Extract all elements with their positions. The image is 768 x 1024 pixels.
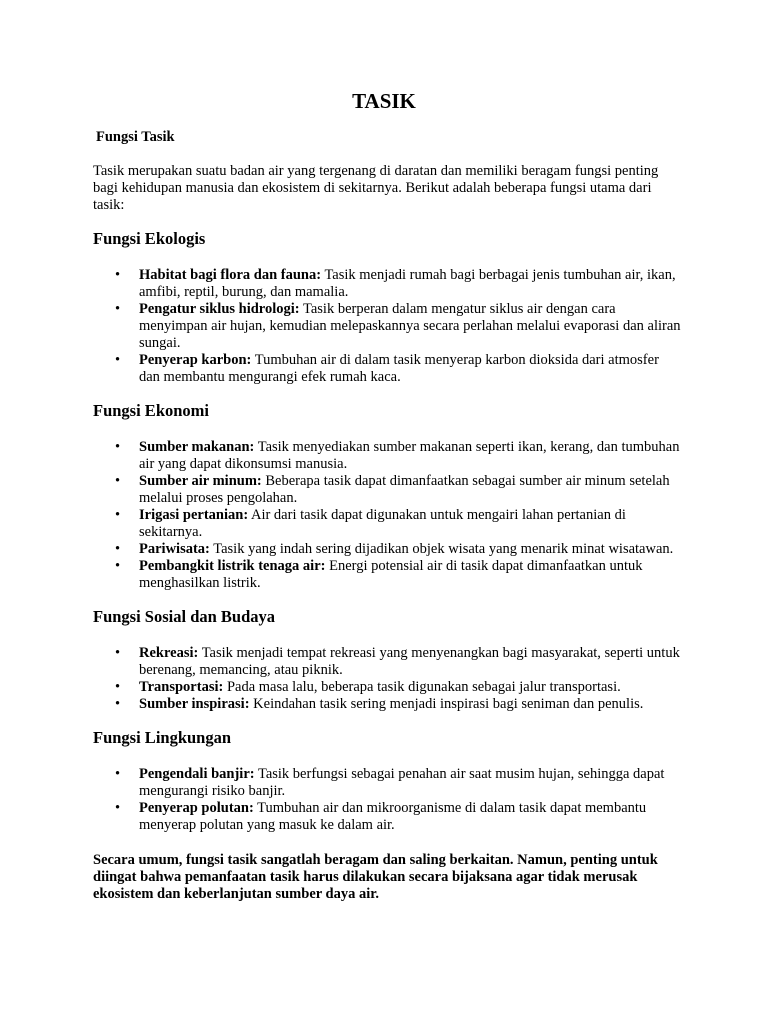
section-lingkungan bbox=[93, 728, 683, 834]
item-text: Tasik menjadi rumah bagi berbagai jenis tumbuhan air, ikan, amfibi, reptil, burung, dan mamalia. bbox=[139, 267, 676, 300]
item-term: Habitat bagi flora dan fauna: bbox=[139, 267, 322, 283]
page-title: TASIK bbox=[352, 89, 416, 113]
item-text: Pada masa lalu, beberapa tasik digunakan sebagai jalur transportasi. bbox=[223, 679, 621, 695]
bullet-icon: • bbox=[115, 679, 121, 695]
item-text: Tasik berfungsi sebagai penahan air saat musim hujan, sehingga dapat mengurangi risiko banjir. bbox=[139, 766, 665, 799]
conclusion-paragraph: Secara umum, fungsi tasik sangatlah beragam dan saling berkaitan. Namun, penting untuk diingat bahwa pemanfaatan tasik harus dilakukan secara bijaksana agar tidak merusak ekosistem dan keberlanjutan sumber daya air. bbox=[93, 852, 658, 902]
section-ekonomi bbox=[93, 401, 683, 592]
item-term: Rekreasi: bbox=[139, 645, 199, 661]
list-item bbox=[93, 267, 683, 301]
item-text: Tasik berperan dalam mengatur siklus air dengan cara menyimpan air hujan, kemudian melepaskannya secara perlahan melalui evaporasi dan aliran sungai. bbox=[139, 301, 681, 351]
bullet-icon: • bbox=[115, 766, 121, 782]
item-text: Air dari tasik dapat digunakan untuk mengairi lahan pertanian di sekitarnya. bbox=[139, 507, 626, 540]
item-text: Tumbuhan air dan mikroorganisme di dalam tasik dapat membantu menyerap polutan yang masuk ke dalam air. bbox=[139, 800, 647, 833]
list-item bbox=[93, 679, 683, 696]
section-heading: Fungsi Sosial dan Budaya bbox=[93, 607, 276, 626]
list-item bbox=[93, 541, 683, 558]
section-ekologis bbox=[93, 229, 683, 386]
item-term: Pengatur siklus hidrologi: bbox=[139, 301, 300, 317]
list-item bbox=[93, 439, 683, 473]
item-term: Pariwisata: bbox=[139, 541, 210, 557]
item-term: Pengendali banjir: bbox=[139, 766, 255, 782]
item-term: Transportasi: bbox=[139, 679, 224, 695]
list-item bbox=[93, 352, 683, 386]
item-text: Keindahan tasik sering menjadi inspirasi bagi seniman dan penulis. bbox=[249, 696, 644, 712]
bullet-icon: • bbox=[115, 645, 121, 661]
document-subtitle: Fungsi Tasik bbox=[96, 129, 175, 145]
item-term: Sumber inspirasi: bbox=[139, 696, 250, 712]
item-term: Sumber makanan: bbox=[139, 439, 255, 455]
section-sosial-budaya bbox=[93, 607, 683, 713]
list-item bbox=[93, 558, 683, 592]
section-heading: Fungsi Ekologis bbox=[93, 229, 206, 248]
list-item bbox=[93, 696, 683, 713]
bullet-icon: • bbox=[115, 439, 121, 455]
bullet-icon: • bbox=[115, 800, 121, 816]
bullet-list bbox=[93, 267, 683, 386]
bullet-list bbox=[93, 439, 683, 592]
item-term: Sumber air minum: bbox=[139, 473, 262, 489]
bullet-icon: • bbox=[115, 507, 121, 523]
list-item bbox=[93, 800, 683, 834]
section-heading: Fungsi Ekonomi bbox=[93, 401, 209, 420]
bullet-icon: • bbox=[115, 696, 121, 712]
item-text: Tumbuhan air di dalam tasik menyerap karbon dioksida dari atmosfer dan membantu mengurangi efek rumah kaca. bbox=[139, 352, 659, 385]
bullet-icon: • bbox=[115, 352, 121, 368]
item-term: Irigasi pertanian: bbox=[139, 507, 249, 523]
bullet-icon: • bbox=[115, 267, 121, 283]
bullet-list bbox=[93, 766, 683, 834]
item-text: Tasik yang indah sering dijadikan objek wisata yang menarik minat wisatawan. bbox=[209, 541, 674, 557]
bullet-icon: • bbox=[115, 473, 121, 489]
list-item bbox=[93, 507, 683, 541]
item-term: Pembangkit listrik tenaga air: bbox=[139, 558, 326, 574]
item-text: Tasik menjadi tempat rekreasi yang menyenangkan bagi masyarakat, seperti untuk berenang, memancing, atau piknik. bbox=[139, 645, 680, 678]
bullet-icon: • bbox=[115, 541, 121, 557]
list-item bbox=[93, 766, 683, 800]
item-term: Penyerap karbon: bbox=[139, 352, 252, 368]
bullet-list bbox=[93, 645, 683, 713]
item-term: Penyerap polutan: bbox=[139, 800, 254, 816]
bullet-icon: • bbox=[115, 301, 121, 317]
item-text: Tasik menyediakan sumber makanan seperti ikan, kerang, dan tumbuhan air yang dapat dikonsumsi manusia. bbox=[139, 439, 680, 472]
section-heading: Fungsi Lingkungan bbox=[93, 728, 232, 747]
bullet-icon: • bbox=[115, 558, 121, 574]
list-item bbox=[93, 473, 683, 507]
intro-paragraph: Tasik merupakan suatu badan air yang tergenang di daratan dan memiliki beragam fungsi penting bagi kehidupan manusia dan ekosistem di sekitarnya. Berikut adalah beberapa fungsi utama dari tasik: bbox=[93, 163, 659, 213]
list-item bbox=[93, 301, 683, 352]
item-text: Beberapa tasik dapat dimanfaatkan sebagai sumber air minum setelah melalui proses pengolahan. bbox=[139, 473, 670, 506]
list-item bbox=[93, 645, 683, 679]
item-text: Energi potensial air di tasik dapat dimanfaatkan untuk menghasilkan listrik. bbox=[139, 558, 643, 591]
document-body bbox=[93, 163, 683, 903]
